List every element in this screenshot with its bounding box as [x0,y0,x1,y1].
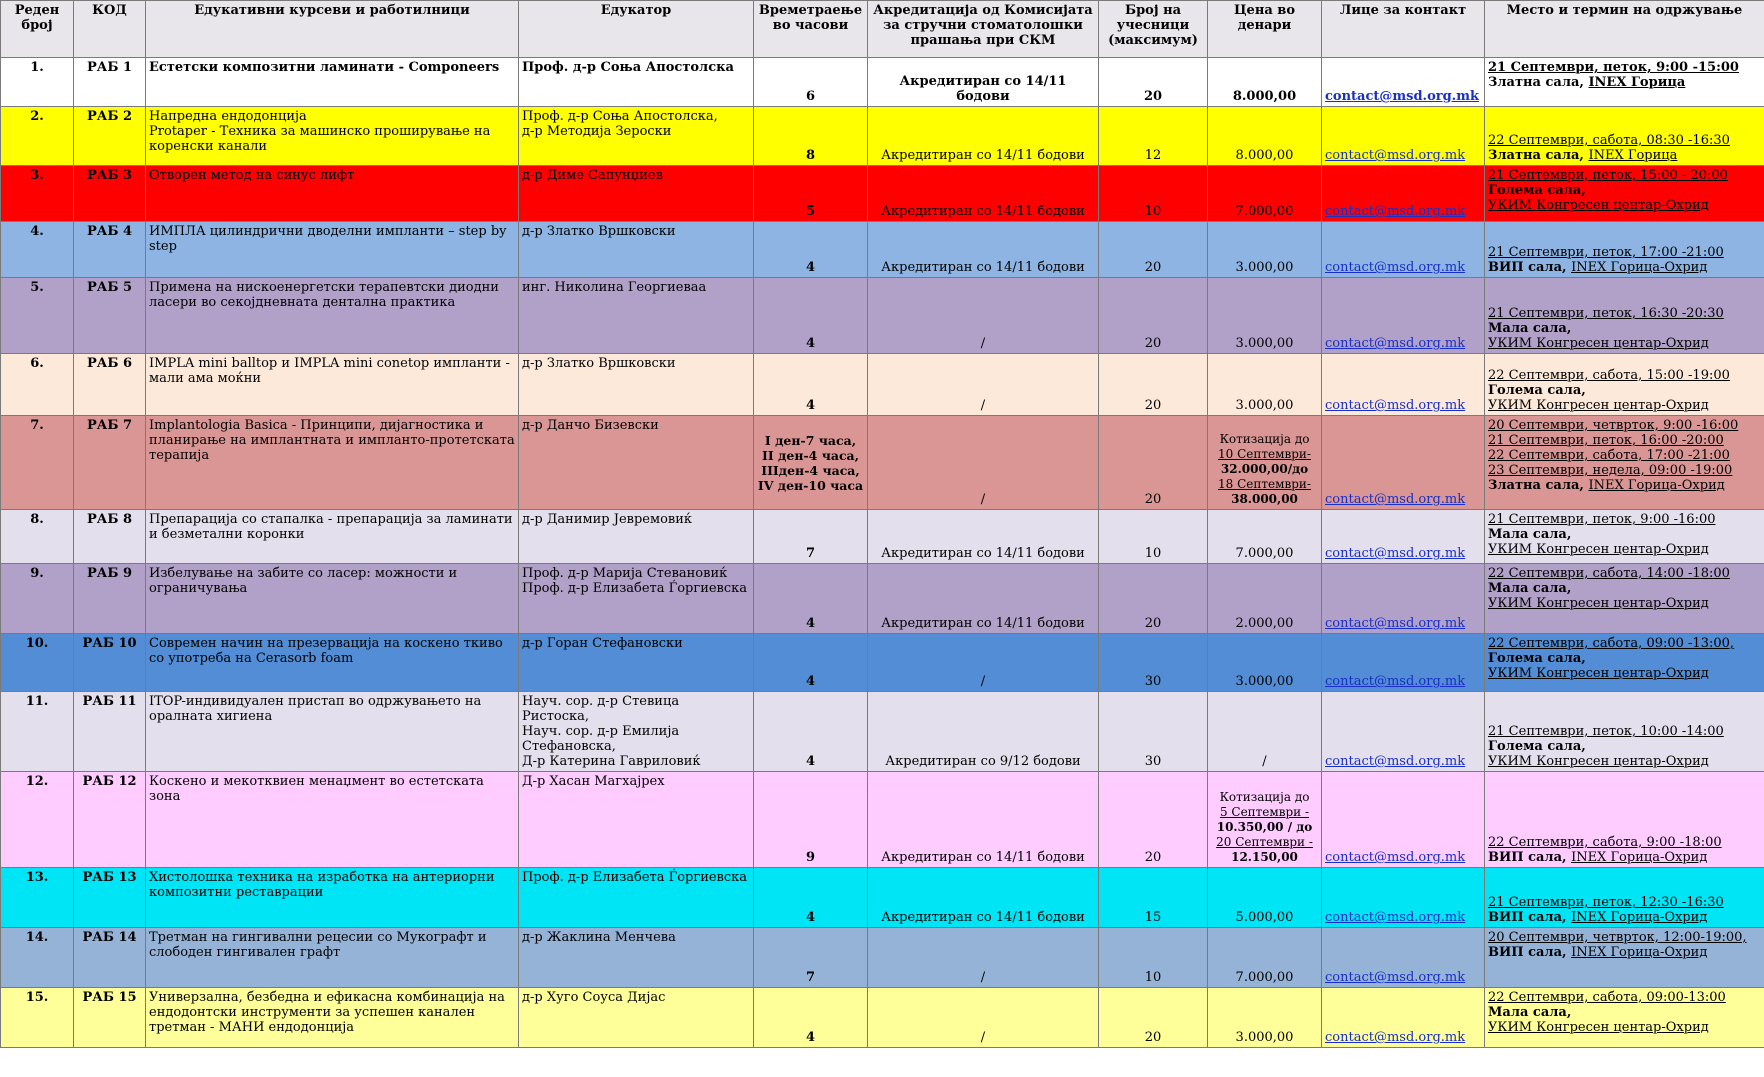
table-row [1,868,1764,928]
place-and-time [1485,928,1764,988]
row-number: 5. [1,278,74,354]
educator-name: Проф. д-р Соња Апостолска, д-р Методија Зероски [519,107,754,166]
place-and-time [1485,772,1764,868]
place-hall: ВИП сала, [1488,260,1572,275]
table-row [1,166,1764,222]
row-number: 7. [1,416,74,510]
workshop-title: Третман на гингивални рецесии со Мукографт и слободен гингивален графт [146,928,519,988]
workshop-code: РАБ 11 [74,692,146,772]
place-date: 21 Септември, петок, 15:00 - 20:00 [1488,168,1728,183]
place-venue: УКИМ Конгресен центар-Охрид [1488,336,1709,351]
place-venue: INEX Горица [1588,75,1686,90]
participants-max: 30 [1099,692,1208,772]
workshop-code: РАБ 15 [74,988,146,1048]
row-number: 1. [1,58,74,107]
row-number: 9. [1,564,74,634]
table-row [1,416,1764,510]
place-hall: Златна сала, [1488,75,1589,90]
workshop-title: Коскено и мекотквиен менаџмент во естетската зона [146,772,519,868]
duration-hours: I ден-7 часа, II ден-4 часа, IIIден-4 часа, IV ден-10 часа [754,416,868,510]
participants-max: 10 [1099,510,1208,564]
price-line: 20 Септември - [1216,835,1313,849]
workshop-code: РАБ 1 [74,58,146,107]
place-hall: Голема сала, [1488,183,1586,198]
place-venue: УКИМ Конгресен центар-Охрид [1488,198,1709,213]
contact-email-link[interactable]: contact@msd.org.mk [1325,148,1466,163]
row-number: 13. [1,868,74,928]
table-row [1,107,1764,166]
educator-name: д-р Диме Сапунџиев [519,166,754,222]
duration-hours: 4 [754,634,868,692]
contact-cell [1322,692,1485,772]
accreditation-status: Акредитиран со 14/11 бодови [868,868,1099,928]
contact-email-link[interactable]: contact@msd.org.mk [1325,754,1466,769]
place-hall: Мала сала, [1488,527,1572,542]
price-denars: 8.000,00 [1208,58,1322,107]
row-number: 2. [1,107,74,166]
place-date: 20 Септември, четврток, 9:00 -16:00 21 Септември, петок, 16:00 -20:00 22 Септември, сабота, 17:00 -21:00 23 Септември, недела, 09:00 -19:00 [1488,418,1739,478]
accreditation-status: Акредитиран со 14/11 бодови [868,107,1099,166]
place-hall: Златна сала, [1488,478,1589,493]
place-hall: Мала сала, [1488,581,1572,596]
educator-name: д-р Данимир Јевремовиќ [519,510,754,564]
educator-name: Науч. сор. д-р Стевица Ристоска, Науч. сор. д-р Емилија Стефановска, Д-р Катерина Гавриловиќ [519,692,754,772]
header-educator: Едукатор [519,1,754,58]
workshop-code: РАБ 3 [74,166,146,222]
row-number: 4. [1,222,74,278]
contact-email-link[interactable]: contact@msd.org.mk [1325,546,1466,561]
accreditation-status: Акредитиран со 14/11 бодови [868,564,1099,634]
price-line: 32.000,00/до [1220,462,1309,476]
workshop-title: Препарација со стапалка - препарација за ламинати и безметални коронки [146,510,519,564]
contact-email-link[interactable]: contact@msd.org.mk [1325,970,1466,985]
participants-max: 20 [1099,58,1208,107]
place-and-time [1485,564,1764,634]
table-row [1,634,1764,692]
workshop-title: IMPLA mini balltop и IMPLA mini conetop импланти - мали ама моќни [146,354,519,416]
row-number: 15. [1,988,74,1048]
contact-cell [1322,354,1485,416]
place-and-time [1485,692,1764,772]
place-venue: УКИМ Конгресен центар-Охрид [1488,398,1709,413]
workshop-code: РАБ 5 [74,278,146,354]
participants-max: 20 [1099,772,1208,868]
duration-hours: 8 [754,107,868,166]
header-num: Реден број [1,1,74,58]
price-denars [1208,772,1322,868]
educator-name: Д-р Хасан Магхајрех [519,772,754,868]
educator-name: д-р Горан Стефановски [519,634,754,692]
header-row [1,1,1764,58]
participants-max: 20 [1099,278,1208,354]
table-row [1,692,1764,772]
participants-max: 12 [1099,107,1208,166]
workshop-code: РАБ 2 [74,107,146,166]
contact-cell [1322,634,1485,692]
contact-cell [1322,928,1485,988]
place-date: 22 Септември, сабота, 08:30 -16:30 [1488,133,1730,148]
table-row [1,564,1764,634]
contact-email-link[interactable]: contact@msd.org.mk [1325,850,1466,865]
place-venue: УКИМ Конгресен центар-Охрид [1488,596,1709,611]
accreditation-status: / [868,634,1099,692]
contact-cell [1322,58,1485,107]
contact-email-link[interactable]: contact@msd.org.mk [1325,398,1466,413]
place-venue: INEX Горица [1588,148,1678,163]
workshop-code: РАБ 4 [74,222,146,278]
workshop-code: РАБ 10 [74,634,146,692]
duration-hours: 7 [754,928,868,988]
workshop-title: Implantologia Basica - Принципи, дијагностика и планирање на имплантната и импланто-протетската терапија [146,416,519,510]
place-hall: ВИП сала, [1488,850,1572,865]
accreditation-status: / [868,928,1099,988]
place-and-time [1485,58,1764,107]
table-row [1,772,1764,868]
header-hours: Времетраење во часови [754,1,868,58]
price-denars: 2.000,00 [1208,564,1322,634]
place-venue: УКИМ Конгресен центар-Охрид [1488,542,1709,557]
place-venue: УКИМ Конгресен центар-Охрид [1488,666,1709,681]
accreditation-status: / [868,278,1099,354]
table-row [1,354,1764,416]
place-date: 21 Септември, петок, 17:00 -21:00 [1488,245,1724,260]
duration-hours: 4 [754,222,868,278]
educator-name: Проф. д-р Елизабета Ѓоргиевска [519,868,754,928]
place-and-time [1485,988,1764,1048]
educator-name: д-р Златко Вршковски [519,222,754,278]
price-line: 18 Септември- [1218,477,1311,491]
price-denars: 5.000,00 [1208,868,1322,928]
place-hall: Голема сала, [1488,739,1586,754]
duration-hours: 4 [754,692,868,772]
contact-email-link[interactable]: contact@msd.org.mk [1325,336,1466,351]
price-line: 10.350,00 / до [1216,820,1313,834]
place-date: 21 Септември, петок, 9:00 -16:00 [1488,512,1716,527]
row-number: 11. [1,692,74,772]
accreditation-status: Акредитиран со 14/11 бодови [868,58,1099,107]
price-denars: 7.000,00 [1208,166,1322,222]
table-row [1,928,1764,988]
place-and-time [1485,107,1764,166]
contact-cell [1322,278,1485,354]
workshop-title: Отворен метод на синус лифт [146,166,519,222]
contact-cell [1322,416,1485,510]
workshop-title: Естетски композитни ламинати - Componeers [146,58,519,107]
workshop-code: РАБ 8 [74,510,146,564]
workshop-title: ИМПЛА цилиндрични дводелни импланти – step by step [146,222,519,278]
place-date: 21 Септември, петок, 10:00 -14:00 [1488,724,1724,739]
row-number: 10. [1,634,74,692]
accreditation-status: Акредитиран со 14/11 бодови [868,222,1099,278]
place-hall: Мала сала, [1488,321,1572,336]
contact-cell [1322,510,1485,564]
participants-max: 20 [1099,564,1208,634]
place-venue: УКИМ Конгресен центар-Охрид [1488,754,1709,769]
row-number: 3. [1,166,74,222]
educator-name: д-р Хуго Соуса Дијас [519,988,754,1048]
table-row [1,278,1764,354]
contact-cell [1322,988,1485,1048]
duration-hours: 4 [754,868,868,928]
accreditation-status: Акредитиран со 14/11 бодови [868,166,1099,222]
price-denars: 3.000,00 [1208,354,1322,416]
place-date: 21 Септември, петок, 12:30 -16:30 [1488,895,1724,910]
price-denars: 3.000,00 [1208,634,1322,692]
place-and-time [1485,868,1764,928]
table-row [1,222,1764,278]
place-date: 21 Септември, петок, 16:30 -20:30 [1488,306,1724,321]
educator-name: Проф. д-р Соња Апостолска [519,58,754,107]
table-row [1,58,1764,107]
contact-cell [1322,166,1485,222]
contact-cell [1322,564,1485,634]
place-hall: Златна сала, [1488,148,1589,163]
place-hall: Голема сала, [1488,383,1586,398]
place-and-time [1485,634,1764,692]
workshop-code: РАБ 7 [74,416,146,510]
place-hall: ВИП сала, [1488,910,1572,925]
workshop-code: РАБ 6 [74,354,146,416]
price-denars: 3.000,00 [1208,278,1322,354]
place-venue: INEX Горица-Охрид [1571,260,1708,275]
place-and-time [1485,166,1764,222]
price-denars: 3.000,00 [1208,988,1322,1048]
accreditation-status: Акредитиран со 14/11 бодови [868,772,1099,868]
contact-email-link[interactable]: contact@msd.org.mk [1325,910,1466,925]
place-venue: УКИМ Конгресен центар-Охрид [1488,1020,1709,1035]
educator-name: д-р Жаклина Менчева [519,928,754,988]
duration-hours: 6 [754,58,868,107]
header-code: КОД [74,1,146,58]
place-and-time [1485,354,1764,416]
header-accreditation: Акредитација од Комисијата за стручни стоматолошки прашања при СКМ [868,1,1099,58]
place-date: 22 Септември, сабота, 09:00-13:00 [1488,990,1726,1005]
header-place: Место и термин на одржување [1485,1,1764,58]
contact-cell [1322,868,1485,928]
place-and-time [1485,278,1764,354]
contact-email-link[interactable]: contact@msd.org.mk [1325,674,1466,689]
place-and-time [1485,416,1764,510]
duration-hours: 5 [754,166,868,222]
accreditation-status: / [868,416,1099,510]
price-denars: 7.000,00 [1208,928,1322,988]
row-number: 8. [1,510,74,564]
price-denars: / [1208,692,1322,772]
price-denars [1208,416,1322,510]
accreditation-status: / [868,988,1099,1048]
workshop-title: Примена на нискоенергетски терапевтски диодни ласери во секојдневната дентална практика [146,278,519,354]
price-denars: 8.000,00 [1208,107,1322,166]
workshop-title: ITOP-индивидуален пристап во одржувањето на оралната хигиена [146,692,519,772]
price-denars: 7.000,00 [1208,510,1322,564]
place-date: 22 Септември, сабота, 15:00 -19:00 [1488,368,1730,383]
contact-email-link[interactable]: contact@msd.org.mk [1325,204,1466,219]
place-and-time [1485,510,1764,564]
place-date: 22 Септември, сабота, 14:00 -18:00 [1488,566,1730,581]
place-date: 22 Септември, сабота, 09:00 -13:00, [1488,636,1735,651]
accreditation-status: Акредитиран со 14/11 бодови [868,510,1099,564]
contact-cell [1322,772,1485,868]
educator-name: д-р Данчо Бизевски [519,416,754,510]
row-number: 14. [1,928,74,988]
place-venue: INEX Горица-Охрид [1571,850,1708,865]
header-title: Едукативни курсеви и работилници [146,1,519,58]
workshop-code: РАБ 14 [74,928,146,988]
place-venue: INEX Горица-Охрид [1571,910,1708,925]
duration-hours: 4 [754,988,868,1048]
price-line: Котизација до [1219,790,1310,804]
participants-max: 10 [1099,166,1208,222]
participants-max: 20 [1099,416,1208,510]
participants-max: 30 [1099,634,1208,692]
price-line: 10 Септември- [1218,447,1311,461]
participants-max: 20 [1099,988,1208,1048]
contact-email-link[interactable]: contact@msd.org.mk [1325,1030,1466,1045]
contact-email-link[interactable]: contact@msd.org.mk [1325,260,1466,275]
workshop-title: Хистолошка техника на изработка на антериорни композитни реставрации [146,868,519,928]
contact-email-link[interactable]: contact@msd.org.mk [1325,492,1466,507]
duration-hours: 7 [754,510,868,564]
participants-max: 20 [1099,354,1208,416]
row-number: 6. [1,354,74,416]
price-line: 12.150,00 [1231,850,1298,864]
table-row [1,510,1764,564]
contact-email-link[interactable]: contact@msd.org.mk [1325,616,1466,631]
place-venue: INEX Горица-Охрид [1571,945,1708,960]
place-hall: Голема сала, [1488,651,1586,666]
duration-hours: 9 [754,772,868,868]
workshop-code: РАБ 12 [74,772,146,868]
workshop-title: Напредна ендодонција Protaper - Техника за машинско проширување на коренски канали [146,107,519,166]
header-participants: Број на учесници (максимум) [1099,1,1208,58]
price-line: Котизација до [1219,432,1310,446]
place-and-time [1485,222,1764,278]
price-line: 5 Септември - [1219,805,1310,819]
place-date: 22 Септември, сабота, 9:00 -18:00 [1488,835,1722,850]
place-hall: Мала сала, [1488,1005,1572,1020]
participants-max: 15 [1099,868,1208,928]
place-hall: ВИП сала, [1488,945,1572,960]
duration-hours: 4 [754,354,868,416]
table-row [1,988,1764,1048]
contact-cell [1322,107,1485,166]
contact-email-link[interactable]: contact@msd.org.mk [1325,89,1479,104]
duration-hours: 4 [754,278,868,354]
participants-max: 10 [1099,928,1208,988]
workshop-title: Универзална, безбедна и ефикасна комбинација на ендодонтски инструменти за успешен канален третман - МАНИ ендодонција [146,988,519,1048]
accreditation-status: Акредитиран со 9/12 бодови [868,692,1099,772]
workshop-code: РАБ 13 [74,868,146,928]
place-date: 21 Септември, петок, 9:00 -15:00 [1488,60,1739,75]
place-date: 20 Септември, четврток, 12:00-19:00, [1488,930,1747,945]
educator-name: д-р Златко Вршковски [519,354,754,416]
place-venue: INEX Горица-Охрид [1588,478,1725,493]
row-number: 12. [1,772,74,868]
price-denars: 3.000,00 [1208,222,1322,278]
educator-name: Проф. д-р Марија Стевановиќ Проф. д-р Елизабета Ѓоргиевска [519,564,754,634]
contact-cell [1322,222,1485,278]
educator-name: инг. Николина Георгиеваа [519,278,754,354]
participants-max: 20 [1099,222,1208,278]
price-line: 38.000,00 [1231,492,1298,506]
workshop-title: Избелување на забите со ласер: можности и ограничувања [146,564,519,634]
header-contact: Лице за контакт [1322,1,1485,58]
accreditation-status: / [868,354,1099,416]
workshop-title: Современ начин на презервација на коскено ткиво со употреба на Cerasorb foam [146,634,519,692]
duration-hours: 4 [754,564,868,634]
workshop-code: РАБ 9 [74,564,146,634]
header-price: Цена во денари [1208,1,1322,58]
